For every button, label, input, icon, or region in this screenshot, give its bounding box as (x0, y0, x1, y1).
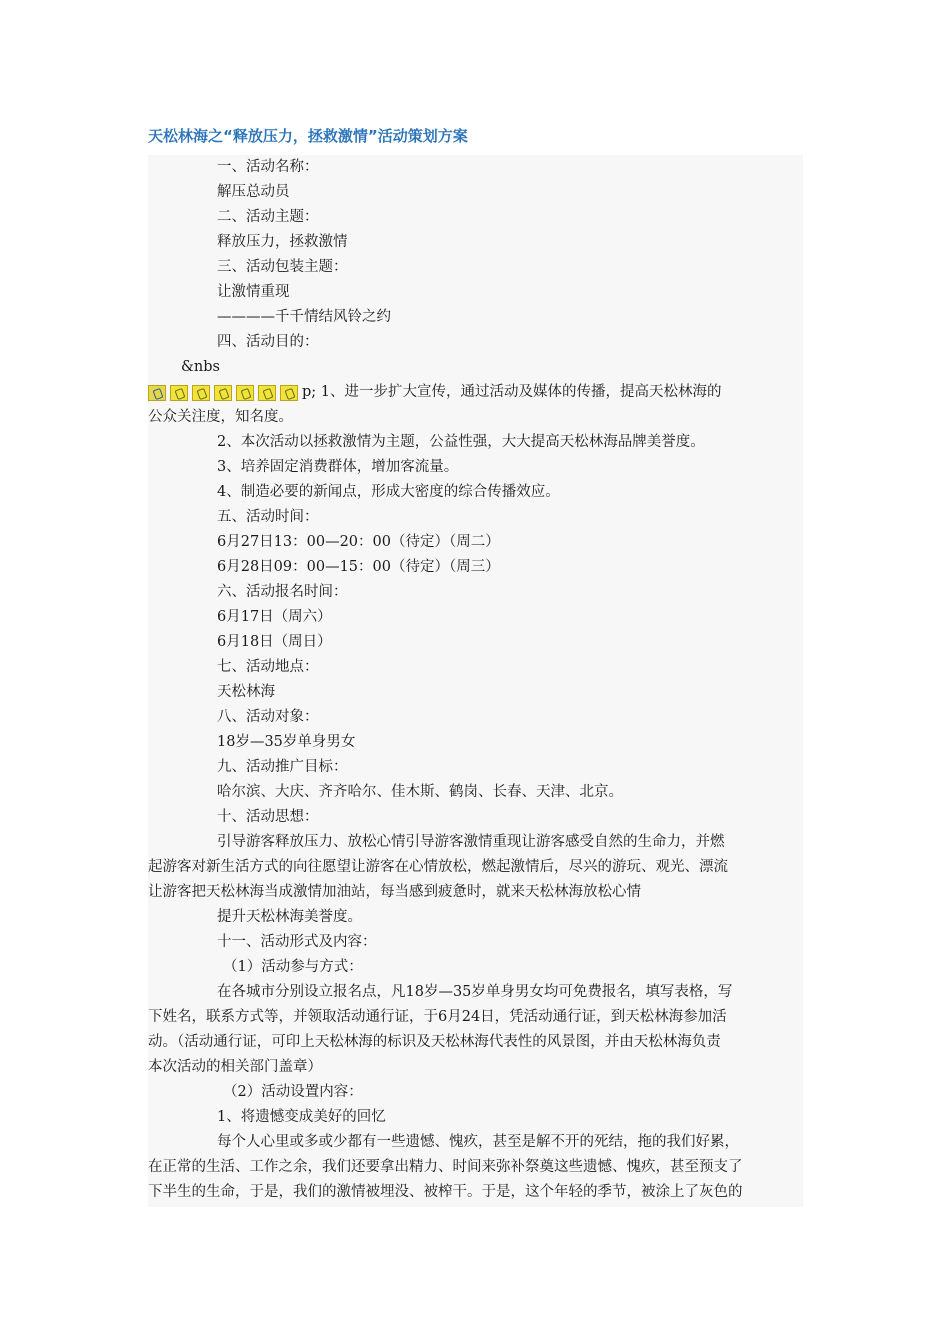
text-line: 三、活动包装主题： (217, 259, 348, 275)
text-line: 下姓名，联系方式等，并领取活动通行证，于6月24日，凭活动通行证，到天松林海参加活 (148, 1009, 727, 1025)
text-line: 引导游客释放压力、放松心情引导游客激情重现让游客感受自然的生命力，并燃 (217, 834, 725, 850)
text-line: 起游客对新生活方式的向往愿望让游客在心情放松，燃起激情后，尽兴的游玩、观光、漂流 (148, 859, 728, 875)
text-line: 八、活动对象： (217, 709, 319, 725)
text-line: 3、培养固定消费群体，增加客流量。 (217, 459, 459, 475)
text-line: 四、活动目的： (217, 334, 319, 350)
text-line: ————千千情结风铃之约 (217, 309, 391, 325)
link-icon[interactable] (148, 385, 166, 401)
document-title: 天松林海之“释放压力，拯救激情”活动策划方案 (148, 127, 468, 145)
text-line: （1）活动参与方式： (223, 959, 363, 975)
text-line: p; 1、进一步扩大宣传，通过活动及媒体的传播，提高天松林海的 (302, 384, 722, 400)
scroll-icon[interactable] (170, 385, 188, 401)
text-line: 解压总动员 (217, 184, 290, 200)
text-line: 六、活动报名时间： (217, 584, 348, 600)
text-line: 在正常的生活、工作之余，我们还要拿出精力、时间来弥补祭奠这些遗憾、愧疚，甚至预支了 (148, 1159, 743, 1175)
text-line: 本次活动的相关部门盖章） (148, 1059, 322, 1075)
text-line: 6月18日（周日） (217, 634, 332, 650)
text-line: 每个人心里或多或少都有一些遗憾、愧疚，甚至是解不开的死结，拖的我们好累， (217, 1134, 739, 1150)
text-line: 天松林海 (217, 684, 275, 700)
text-line: 哈尔滨、大庆、齐齐哈尔、佳木斯、鹤岗、长春、天津、北京。 (217, 784, 623, 800)
text-line: 18岁—35岁单身男女 (217, 734, 356, 750)
text-line: 五、活动时间： (217, 509, 319, 525)
text-line: 七、活动地点： (217, 659, 319, 675)
text-line: 在各城市分别设立报名点，凡18岁—35岁单身男女均可免费报名，填写表格，写 (217, 984, 733, 1000)
text-line: 6月27日13：00—20：00（待定）（周二） (217, 534, 500, 550)
scroll-icon[interactable] (192, 385, 210, 401)
document-body (148, 155, 803, 1207)
text-line: 公众关注度，知名度。 (148, 409, 293, 425)
scroll-icon[interactable] (236, 385, 254, 401)
text-line: 让游客把天松林海当成激情加油站，每当感到疲惫时，就来天松林海放松心情 (148, 884, 641, 900)
text-line: 二、活动主题： (217, 209, 319, 225)
text-line: 1、将遗憾变成美好的回忆 (217, 1109, 386, 1125)
text-line: 6月17日（周六） (217, 609, 332, 625)
text-line: （2）活动设置内容： (223, 1084, 363, 1100)
text-line: 九、活动推广目标： (217, 759, 348, 775)
text-line: 一、活动名称： (217, 159, 319, 175)
scroll-icon[interactable] (214, 385, 232, 401)
text-line: 十一、活动形式及内容： (217, 934, 377, 950)
text-line: 动。（活动通行证，可印上天松林海的标识及天松林海代表性的风景图，并由天松林海负责 (148, 1034, 721, 1050)
text-line: 4、制造必要的新闻点，形成大密度的综合传播效应。 (217, 484, 560, 500)
scroll-icon[interactable] (280, 385, 298, 401)
text-line: 6月28日09：00—15：00（待定）（周三） (217, 559, 500, 575)
text-line: 十、活动思想： (217, 809, 319, 825)
text-line: 释放压力，拯救激情 (217, 234, 348, 250)
text-line: &nbs (181, 359, 220, 375)
text-line: 让激情重现 (217, 284, 290, 300)
text-line: 2、本次活动以拯救激情为主题，公益性强，大大提高天松林海品牌美誉度。 (217, 434, 705, 450)
scroll-icon[interactable] (258, 385, 276, 401)
text-line: 提升天松林海美誉度。 (217, 909, 362, 925)
text-line: 下半生的生命，于是，我们的激情被埋没、被榨干。于是，这个年轻的季节，被涂上了灰色的 (148, 1184, 743, 1200)
icon-strip (148, 380, 803, 405)
